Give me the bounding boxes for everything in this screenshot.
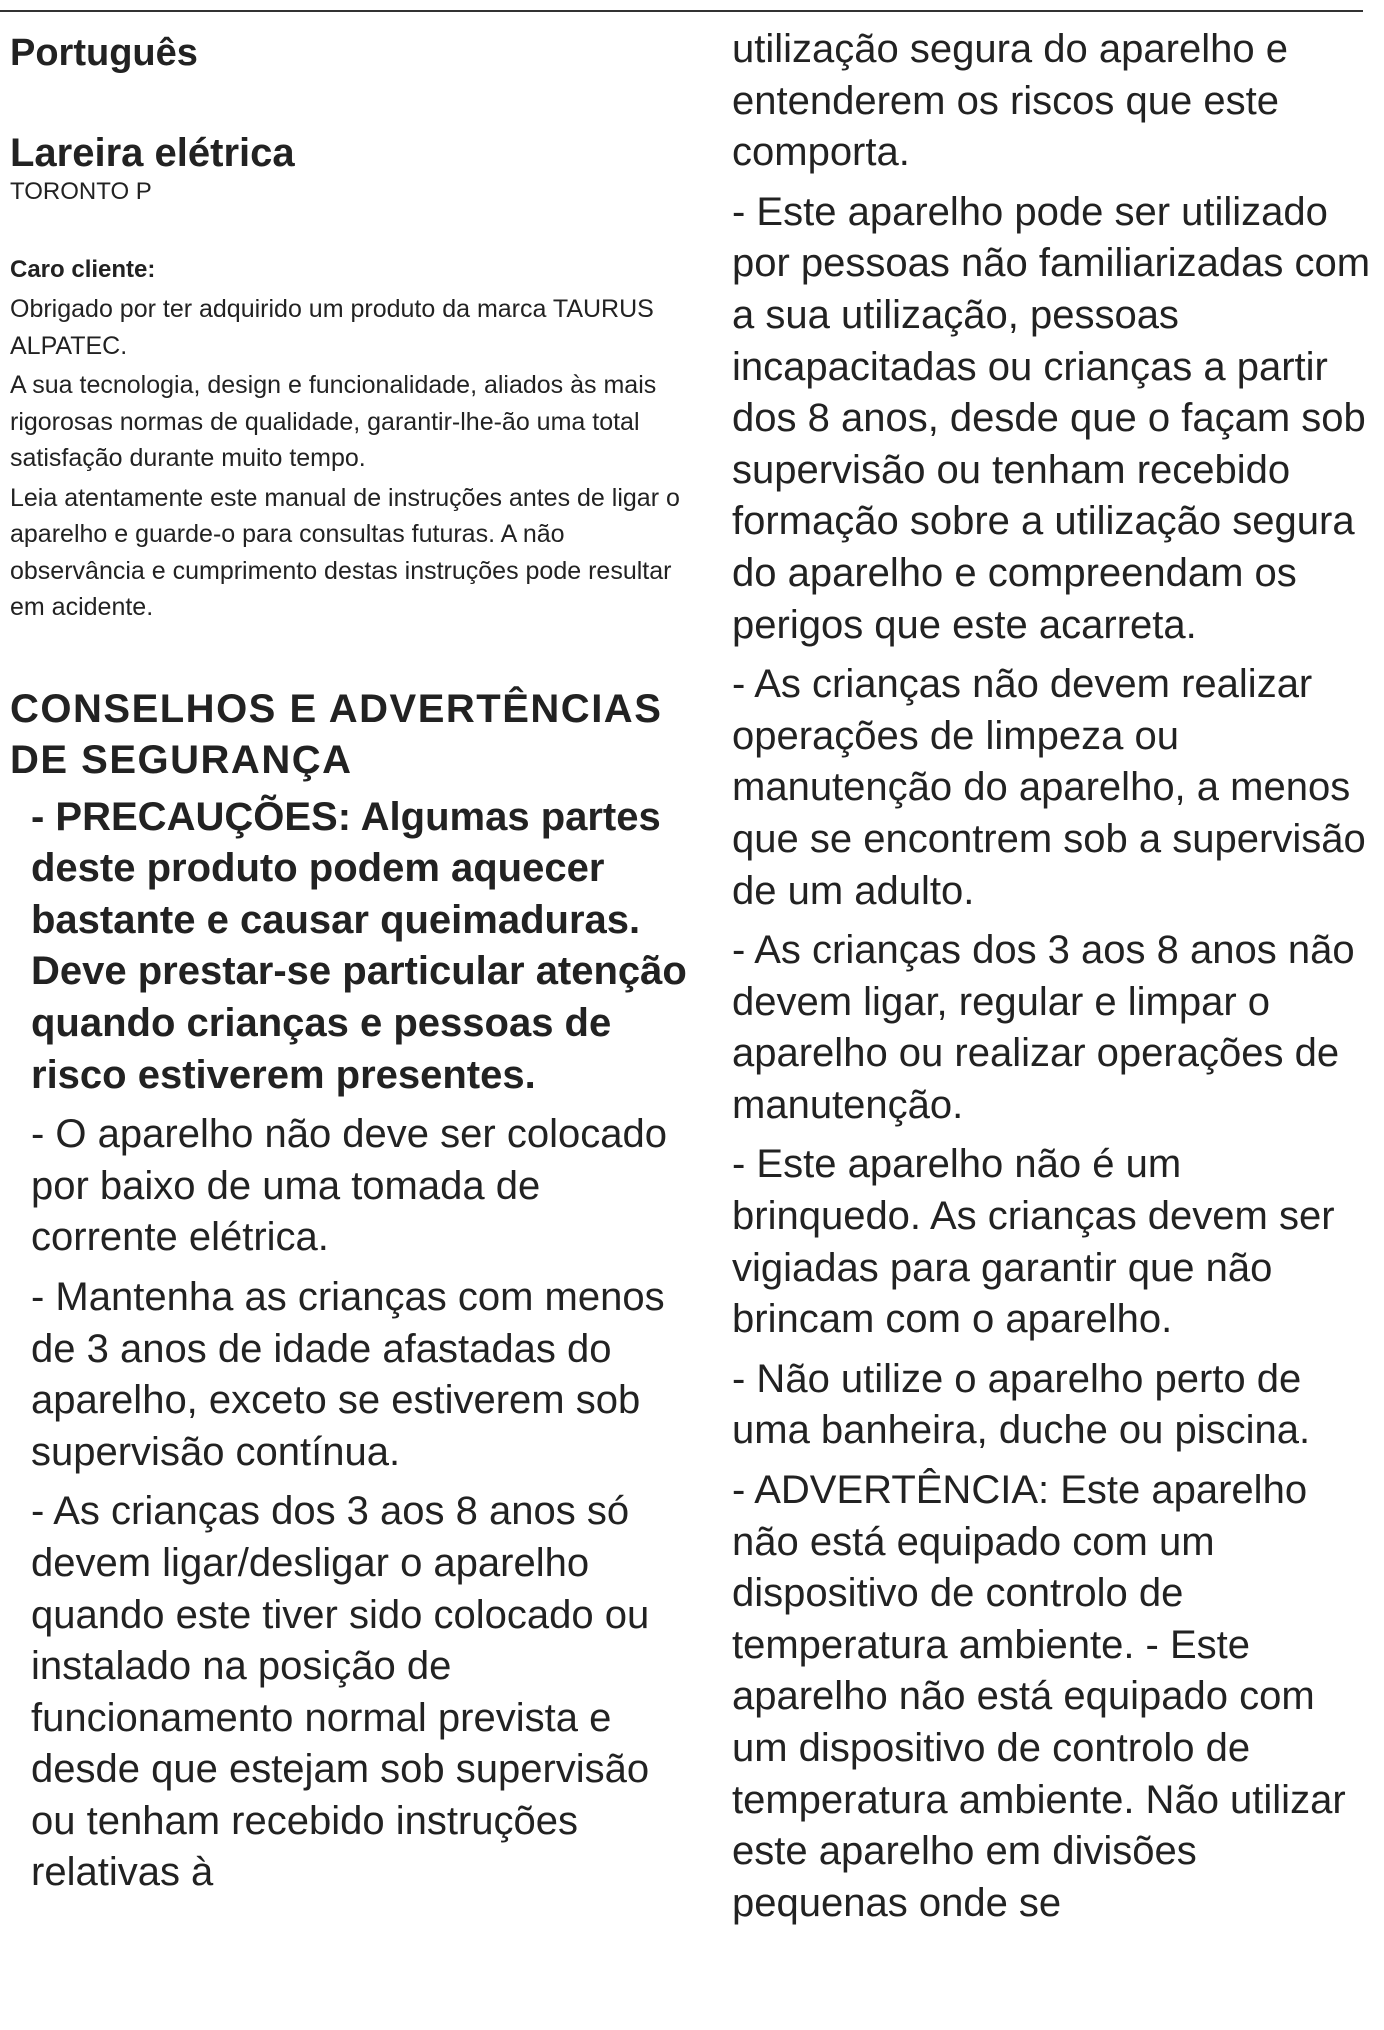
top-rule (0, 10, 1363, 12)
right-column (732, 24, 1377, 1937)
safety-item: - ADVERTÊNCIA: Este aparelho não está equipado com um dispositivo de controlo de temperatura ambiente. - Este aparelho não está equipado com um dispositivo de controlo de temperatura ambiente. Não utilizar este aparelho em divisões pequenas onde se (732, 1468, 1346, 1925)
section-title: CONSELHOS E ADVERTÊNCIAS DE SEGURANÇA (10, 686, 663, 782)
safety-item: - As crianças dos 3 aos 8 anos só devem ligar/desligar o aparelho quando este tiver sido colocado ou instalado na posição de funcionamento normal prevista e desde que estejam sob supervisão ou tenham recebido instruções relativas à (31, 1489, 650, 1895)
greeting-label: Caro cliente: (10, 256, 156, 284)
precaution-warning: - PRECAUÇÕES: Algumas partes deste produto podem aquecer bastante e causar queimaduras. Deve prestar-se particular atenção quando crianças e pessoas de risco estiverem presentes. (31, 794, 687, 1097)
safety-item: - Este aparelho pode ser utilizado por pessoas não familiarizadas com a sua utilização, pessoas incapacitadas ou crianças a partir dos 8 anos, desde que o façam sob supervisão ou tenham recebido formação sobre a utilização segura do aparelho e compreendam os perigos que este acarreta. (732, 189, 1371, 647)
safety-item: - O aparelho não deve ser colocado por baixo de uma tomada de corrente elétrica. (31, 1112, 667, 1260)
safety-item: - Este aparelho não é um brinquedo. As crianças devem ser vigiadas para garantir que não brincam com o aparelho. (732, 1142, 1335, 1342)
intro-paragraph: Leia atentamente este manual de instruções antes de ligar o aparelho e guarde-o para consultas futuras. A não observância e cumprimento destas instruções pode resultar em acidente. (10, 483, 680, 622)
safety-item: - Não utilize o aparelho perto de uma banheira, duche ou piscina. (732, 1356, 1311, 1453)
safety-item: utilização segura do aparelho e entenderem os riscos que este comporta. (732, 27, 1288, 175)
model-name: TORONTO P (10, 177, 152, 205)
product-title: Lareira elétrica (10, 130, 295, 175)
safety-item: - As crianças dos 3 aos 8 anos não devem ligar, regular e limpar o aparelho ou realizar operações de manutenção. (732, 928, 1355, 1127)
safety-item: - As crianças não devem realizar operações de limpeza ou manutenção do aparelho, a menos que se encontrem sob a supervisão de um adulto. (732, 662, 1366, 913)
left-column (10, 24, 690, 1907)
safety-item: - Mantenha as crianças com menos de 3 anos de idade afastadas do aparelho, exceto se estiverem sob supervisão contínua. (31, 1274, 665, 1474)
language-heading: Português (10, 32, 198, 74)
intro-paragraph: A sua tecnologia, design e funcionalidade, aliados às mais rigorosas normas de qualidade, garantir-lhe-ão uma total satisfação durante muito tempo. (10, 371, 657, 473)
intro-paragraph: Obrigado por ter adquirido um produto da marca TAURUS ALPATEC. (10, 295, 654, 360)
